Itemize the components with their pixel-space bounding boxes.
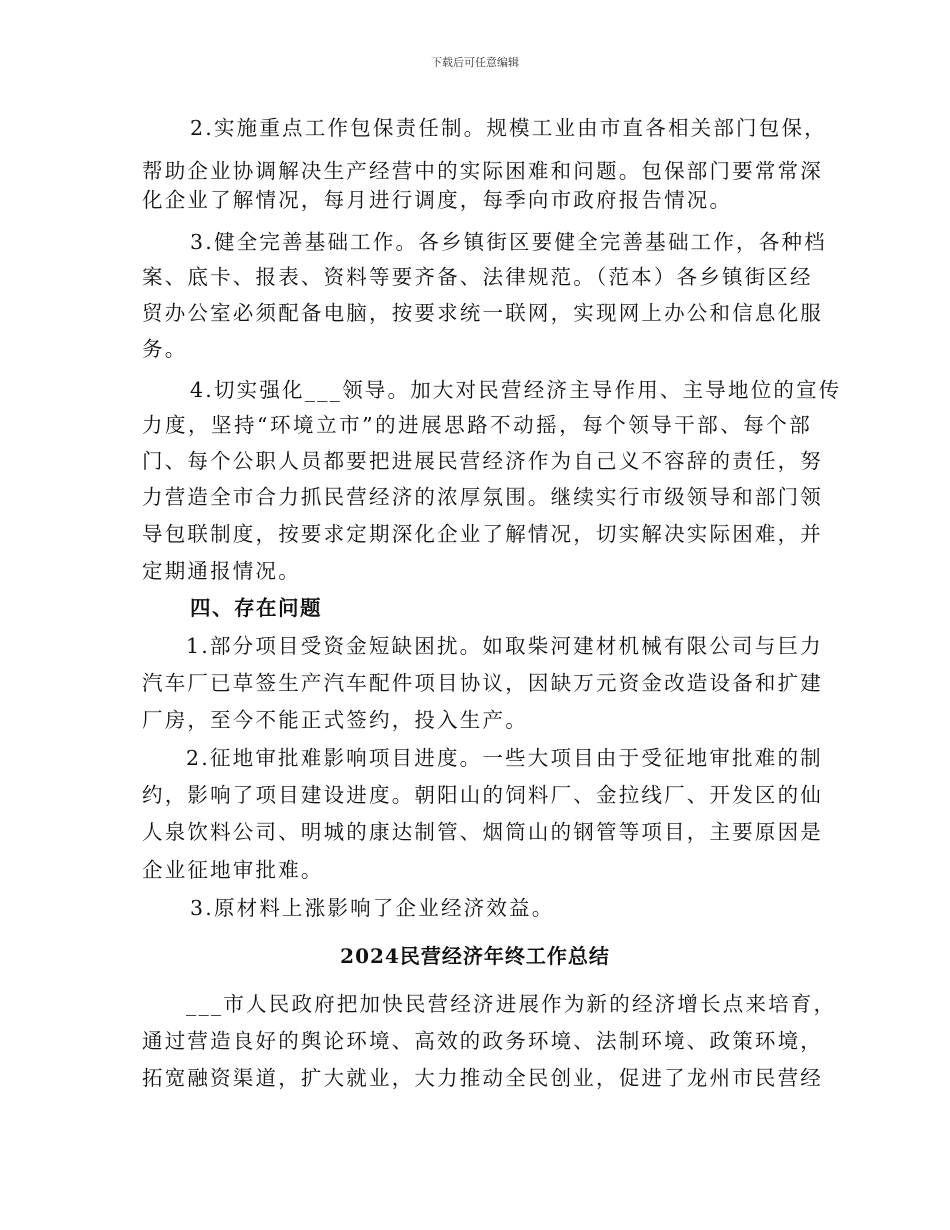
paragraph-line: 化企业了解情况，每月进行调度，每季向市政府报告情况。: [142, 188, 733, 212]
paragraph-line: 导包联制度，按要求定期深化企业了解情况，切实解决实际困难，并: [142, 522, 823, 546]
paragraph-line: 2.实施重点工作包保责任制。规模工业由市直各相关部门包保，: [190, 116, 827, 140]
paragraph-line: 4.切实强化___领导。加大对民营经济主导作用、主导地位的宣传: [190, 378, 842, 402]
section-heading: 四、存在问题: [190, 596, 322, 620]
paragraph-line: 力营造全市合力抓民营经济的浓厚氛围。继续实行市级领导和部门领: [142, 485, 823, 509]
paragraph-line: 汽车厂已草签生产汽车配件项目协议，因缺万元资金改造设备和扩建: [142, 671, 823, 695]
paragraph-line: 1.部分项目受资金短缺困扰。如取柴河建材机械有限公司与巨力: [186, 634, 823, 658]
paragraph-line: 2.征地审批难影响项目进度。一些大项目由于受征地审批难的制: [186, 746, 823, 770]
paragraph-line: ___市人民政府把加快民营经济进展作为新的经济增长点来培育，: [186, 992, 837, 1016]
document-title: 2024民营经济年终工作总结: [340, 944, 610, 968]
paragraph-line: 力度，坚持“环境立市”的进展思路不动摇，每个领导干部、每个部: [142, 413, 812, 437]
paragraph-line: 人泉饮料公司、明城的康达制管、烟筒山的钢管等项目，主要原因是: [142, 820, 823, 844]
paragraph-line: 务。: [142, 337, 188, 361]
paragraph-line: 门、每个公职人员都要把进展民营经济作为自己义不容辞的责任，努: [142, 449, 823, 473]
header-note: 下载后可任意编辑: [431, 56, 519, 69]
paragraph-line: 3.原材料上涨影响了企业经济效益。: [190, 896, 555, 920]
paragraph-line: 定期通报情况。: [142, 559, 301, 583]
paragraph-line: 厂房，至今不能正式签约，投入生产。: [142, 708, 528, 732]
paragraph-line: 企业征地审批难。: [142, 858, 324, 882]
paragraph-line: 贸办公室必须配备电脑，按要求统一联网，实现网上办公和信息化服: [142, 301, 823, 325]
paragraph-line: 通过营造良好的舆论环境、高效的政务环境、法制环境、政策环境，: [142, 1029, 823, 1053]
paragraph-line: 帮助企业协调解决生产经营中的实际困难和问题。包保部门要常常深: [142, 159, 823, 183]
paragraph-line: 案、底卡、报表、资料等要齐备、法律规范。（范本）各乡镇街区经: [142, 265, 813, 289]
paragraph-line: 3.健全完善基础工作。各乡镇街区要健全完善基础工作，各种档: [190, 230, 827, 254]
paragraph-line: 约，影响了项目建设进度。朝阳山的饲料厂、金拉线厂、开发区的仙: [142, 783, 823, 807]
paragraph-line: 拓宽融资渠道，扩大就业，大力推动全民创业，促进了龙州市民营经: [142, 1066, 823, 1090]
